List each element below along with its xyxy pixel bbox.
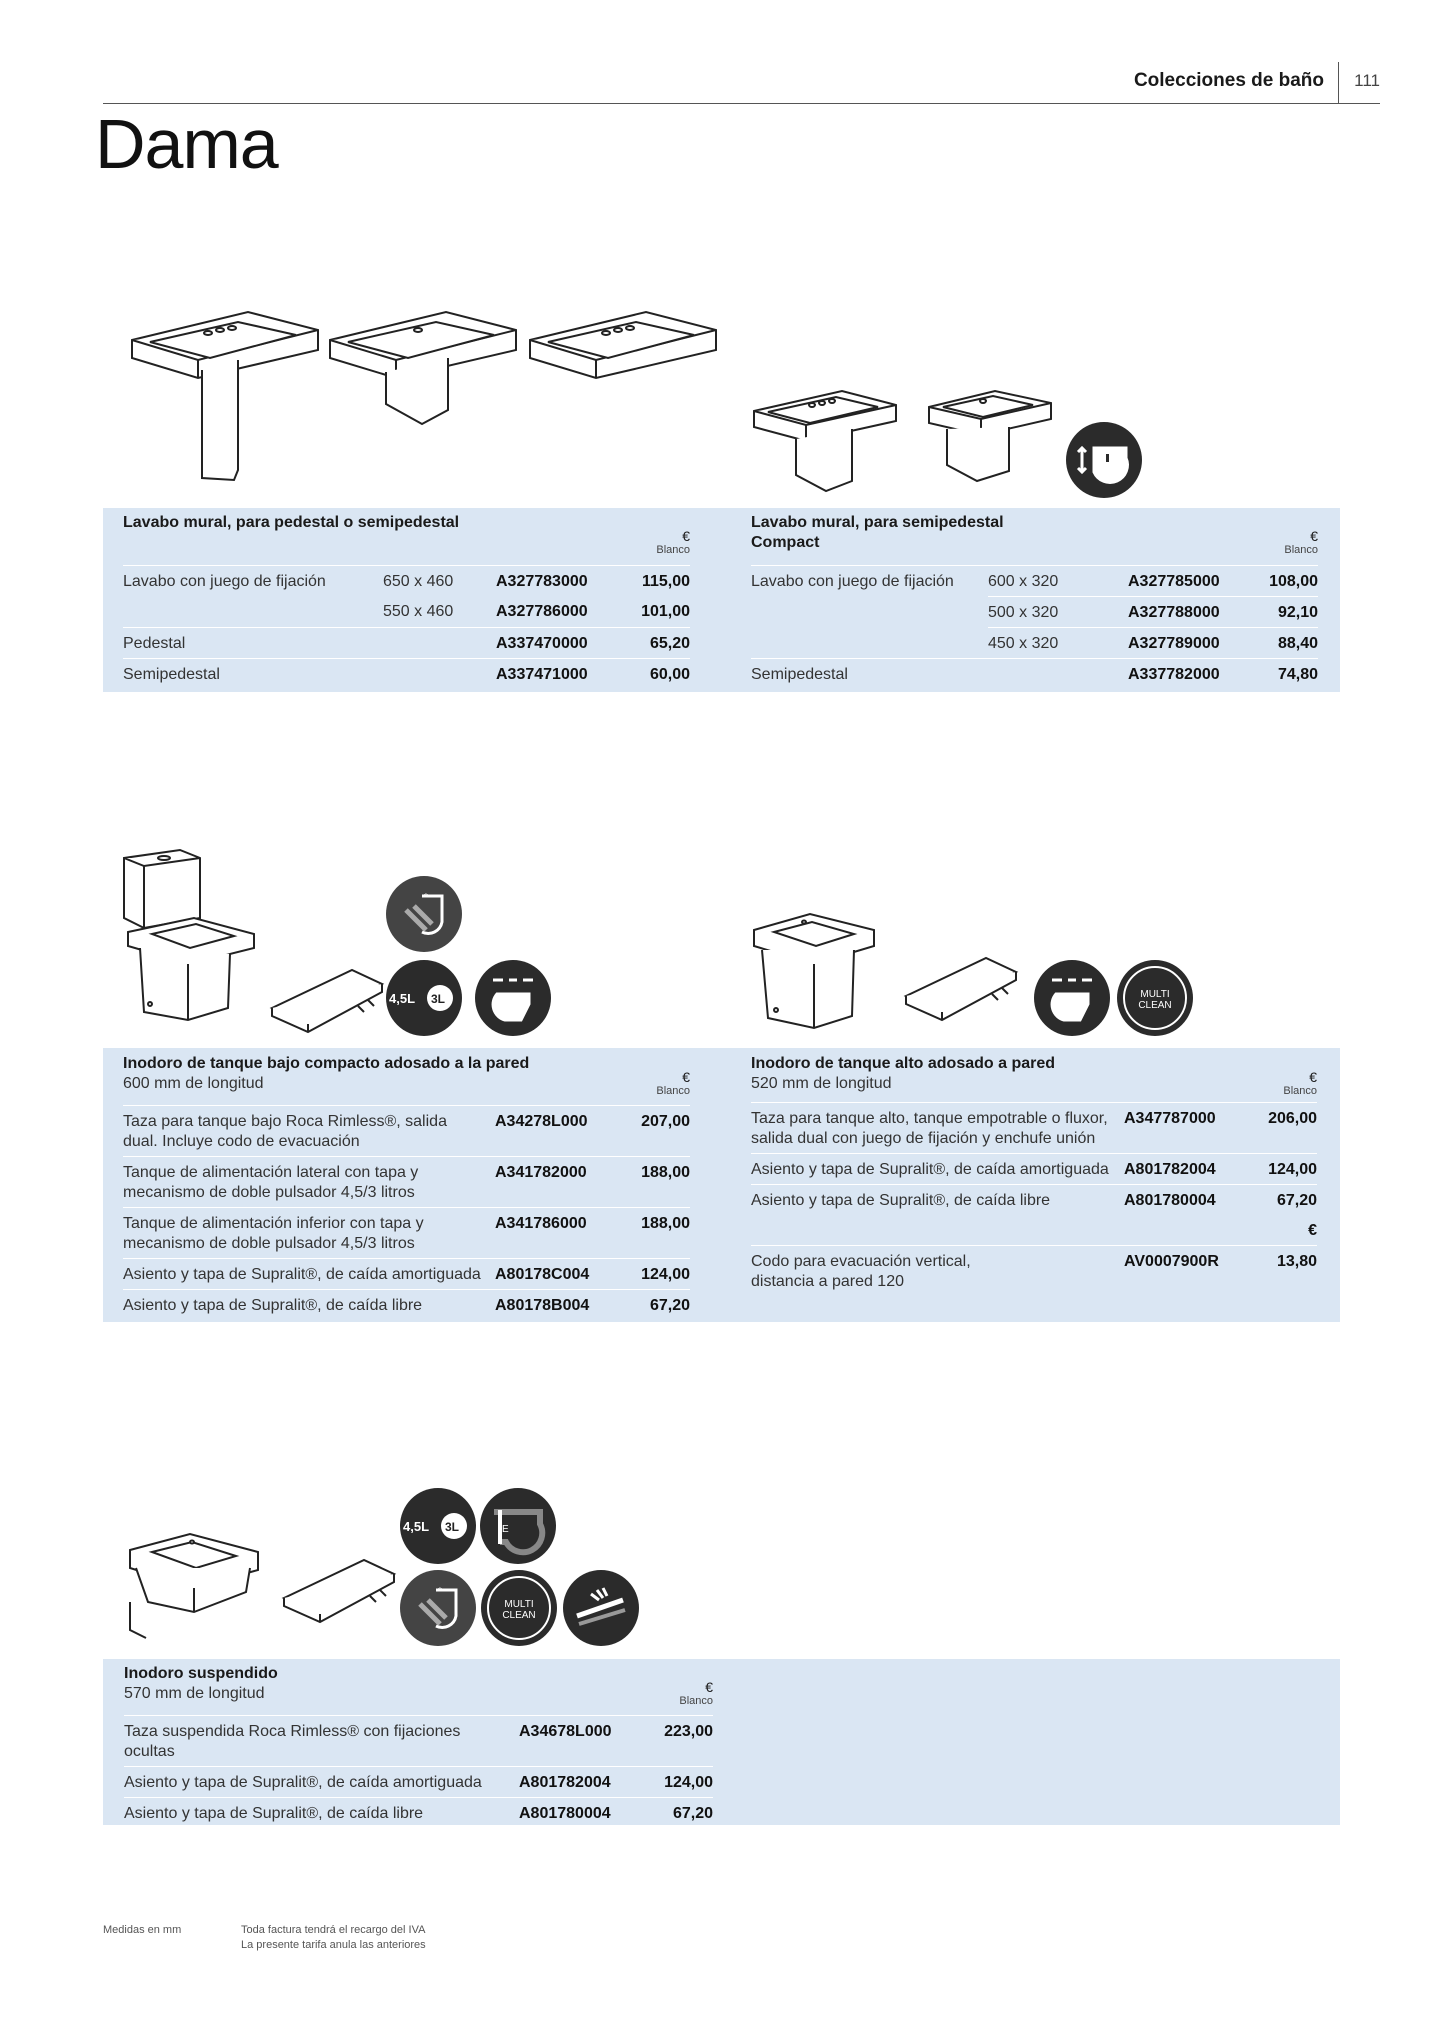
row-code: A801782004 xyxy=(1124,1161,1216,1178)
rimless-icon xyxy=(400,1570,476,1646)
currency-header xyxy=(656,529,690,557)
washbasin-pedestal-illustration xyxy=(128,300,328,485)
row-code: A327786000 xyxy=(496,603,588,620)
compact-table-subtitle: Compact xyxy=(751,534,820,551)
table-row xyxy=(988,627,1318,658)
washbasin-table-title: Lavabo mural, para pedestal o semipedestal xyxy=(123,514,460,531)
rimless-icon xyxy=(386,876,462,952)
row-price: 13,80 xyxy=(1276,1253,1317,1270)
flush-label: 4,5L xyxy=(389,991,416,1006)
row-code: A80178C004 xyxy=(495,1266,590,1283)
row-price: 124,00 xyxy=(1268,1161,1317,1178)
row-description-line: Codo para evacuación vertical, xyxy=(751,1253,971,1270)
table-row xyxy=(751,658,1318,689)
table-row xyxy=(123,565,690,596)
table-row xyxy=(751,565,1318,596)
finish-label: Blanco xyxy=(679,1695,713,1707)
row-description: Asiento y tapa de Supralit®, de caída amortiguada xyxy=(123,1266,481,1283)
row-description-line-2: mecanismo de doble pulsador 4,5/3 litros xyxy=(123,1235,415,1252)
row-price: 108,00 xyxy=(1269,573,1318,590)
row-description: Asiento y tapa de Supralit®, de caída libre xyxy=(124,1805,424,1822)
section-title: Colecciones de baño xyxy=(1133,70,1324,91)
row-description-line-2: dual. Incluye codo de evacuación xyxy=(123,1133,360,1150)
row-code: A801782004 xyxy=(519,1774,611,1791)
finish-label: Blanco xyxy=(1284,544,1318,556)
row-description: Asiento y tapa de Supralit®, de caída libre xyxy=(751,1192,1051,1209)
row-size: 450 x 320 xyxy=(988,635,1059,652)
close-coupled-toilet-table xyxy=(123,1054,690,1319)
wall-hung-toilet-illustration xyxy=(126,1530,262,1640)
back-to-wall-table-title: Inodoro de tanque alto adosado a pared xyxy=(751,1055,1056,1072)
table-row xyxy=(988,596,1318,627)
close-coupled-toilet-illustration xyxy=(120,848,260,1023)
wall-hung-toilet-table xyxy=(124,1664,713,1820)
row-code: A347787000 xyxy=(1124,1110,1216,1127)
concealed-fixing-icon xyxy=(480,1488,556,1564)
multiclean-label-2: CLEAN xyxy=(1138,1000,1172,1011)
currency-header xyxy=(656,1070,690,1098)
wall-adjacent-icon xyxy=(1034,960,1110,1036)
wall-adjacent-icon xyxy=(475,960,551,1036)
table-row xyxy=(124,1715,713,1766)
compact-washbasin-illustration xyxy=(750,385,900,495)
row-code: A341786000 xyxy=(495,1215,587,1232)
row-description: Asiento y tapa de Supralit®, de caída libre xyxy=(123,1297,423,1314)
row-description xyxy=(751,1252,971,1292)
row-price: 188,00 xyxy=(641,1164,690,1181)
washbasin-table xyxy=(123,513,690,688)
row-code: A80178B004 xyxy=(495,1297,590,1314)
currency-header xyxy=(1284,529,1318,557)
row-description-line-2: salida dual con juego de fijación y enchufe unión xyxy=(751,1130,1096,1147)
row-description xyxy=(751,1109,1108,1149)
flush-label-small: 3L xyxy=(445,1520,460,1534)
row-price: 67,20 xyxy=(1276,1192,1317,1209)
svg-text:*: * xyxy=(438,1586,442,1597)
row-price: 124,00 xyxy=(664,1774,713,1791)
row-price: 188,00 xyxy=(641,1215,690,1232)
row-code: A327785000 xyxy=(1128,573,1220,590)
table-row xyxy=(751,1215,1317,1245)
dual-flush-icon xyxy=(386,960,462,1036)
currency-symbol: € xyxy=(1309,1069,1317,1085)
washbasin-semipedestal-illustration xyxy=(326,300,526,430)
wall-hung-table-subtitle: 570 mm de longitud xyxy=(124,1685,265,1702)
row-price: 206,00 xyxy=(1268,1110,1317,1127)
row-price: 67,20 xyxy=(649,1297,690,1314)
close-coupled-table-title: Inodoro de tanque bajo compacto adosado a la pared xyxy=(123,1055,530,1072)
row-description-line: Tanque de alimentación inferior con tapa y xyxy=(123,1215,424,1232)
row-price: 65,20 xyxy=(649,635,690,652)
multiclean-icon xyxy=(481,1570,557,1646)
row-price: 223,00 xyxy=(664,1723,713,1740)
table-row xyxy=(123,596,690,627)
svg-text:*: * xyxy=(424,892,428,903)
row-description-line-2: mecanismo de doble pulsador 4,5/3 litros xyxy=(123,1184,415,1201)
back-to-wall-toilet-illustration xyxy=(750,910,880,1032)
table-row xyxy=(123,1207,690,1258)
table-row xyxy=(751,1245,1317,1296)
multiclean-label: MULTI xyxy=(504,1599,534,1610)
washbasin-wall-illustration xyxy=(526,300,726,390)
footer-units: Medidas en mm xyxy=(103,1924,182,1936)
back-to-wall-toilet-table xyxy=(751,1054,1317,1319)
currency-symbol: € xyxy=(1310,528,1318,544)
flush-label: 4,5L xyxy=(403,1519,430,1534)
row-code: A327783000 xyxy=(496,573,588,590)
row-code: A337470000 xyxy=(496,635,588,652)
footer-notes xyxy=(241,1923,426,1953)
row-description-line: Taza para tanque alto, tanque empotrable o fluxor, xyxy=(751,1110,1108,1127)
row-code: AV0007900R xyxy=(1124,1253,1219,1270)
multiclean-label-2: CLEAN xyxy=(502,1610,536,1621)
finish-label: Blanco xyxy=(656,1085,690,1097)
toilet-seat-illustration xyxy=(268,962,388,1032)
row-description: Lavabo con juego de fijación xyxy=(123,573,326,590)
compact-table-title: Lavabo mural, para semipedestal xyxy=(751,514,1004,531)
table-row xyxy=(123,1105,690,1156)
page-header xyxy=(103,62,1380,104)
row-size: 550 x 460 xyxy=(383,603,454,620)
footer-tariff-note: La presente tarifa anula las anteriores xyxy=(241,1939,426,1951)
toilet-seat-illustration xyxy=(902,950,1022,1020)
row-price: 60,00 xyxy=(649,666,690,683)
row-code: A341782000 xyxy=(495,1164,587,1181)
table-row xyxy=(751,1153,1317,1184)
row-size: 650 x 460 xyxy=(383,573,454,590)
svg-text:E: E xyxy=(502,1524,509,1535)
table-row xyxy=(123,627,690,658)
row-description xyxy=(124,1722,460,1762)
row-code: A337782000 xyxy=(1128,666,1220,683)
row-description xyxy=(123,1112,447,1152)
row-size: 600 x 320 xyxy=(988,573,1059,590)
row-price: 124,00 xyxy=(641,1266,690,1283)
row-description-line-2: ocultas xyxy=(124,1743,175,1760)
row-code: A801780004 xyxy=(1124,1192,1216,1209)
row-description-line: Tanque de alimentación lateral con tapa y xyxy=(123,1164,419,1181)
close-coupled-table-subtitle: 600 mm de longitud xyxy=(123,1075,264,1092)
row-description: Lavabo con juego de fijación xyxy=(751,573,954,590)
row-code: A327789000 xyxy=(1128,635,1220,652)
row-description xyxy=(123,1214,424,1254)
table-row xyxy=(124,1766,713,1797)
wall-hung-table-title: Inodoro suspendido xyxy=(124,1665,278,1682)
page-number: 111 xyxy=(1354,71,1380,90)
table-row xyxy=(123,1156,690,1207)
row-price: 67,20 xyxy=(672,1805,713,1822)
footer-vat-note: Toda factura tendrá el recargo del IVA xyxy=(241,1924,426,1936)
row-price: 88,40 xyxy=(1277,635,1318,652)
row-description: Asiento y tapa de Supralit®, de caída amortiguada xyxy=(751,1161,1109,1178)
flush-label-small: 3L xyxy=(431,992,446,1006)
row-price: 115,00 xyxy=(641,573,690,590)
dual-flush-icon xyxy=(400,1488,476,1564)
back-to-wall-table-subtitle: 520 mm de longitud xyxy=(751,1075,892,1092)
compact-washbasin-small-illustration xyxy=(925,385,1055,490)
row-description xyxy=(123,1163,418,1203)
currency-symbol: € xyxy=(705,1679,713,1695)
row-code: A34278L000 xyxy=(495,1113,588,1130)
header-divider xyxy=(1338,62,1339,104)
currency-header xyxy=(679,1680,713,1708)
row-description-line-2: distancia a pared 120 xyxy=(751,1273,904,1290)
row-description: Pedestal xyxy=(123,635,186,652)
finish-label: Blanco xyxy=(656,544,690,556)
row-code: A34678L000 xyxy=(519,1723,612,1740)
row-code: A327788000 xyxy=(1128,604,1220,621)
table-row xyxy=(751,1102,1317,1153)
compact-table xyxy=(751,513,1318,688)
compact-depth-icon xyxy=(1066,422,1142,498)
row-description: Asiento y tapa de Supralit®, de caída amortiguada xyxy=(124,1774,482,1791)
table-row xyxy=(751,1184,1317,1215)
row-price: 74,80 xyxy=(1277,666,1318,683)
row-code: A337471000 xyxy=(496,666,588,683)
multiclean-label: MULTI xyxy=(1140,989,1170,1000)
toilet-seat-illustration xyxy=(280,1552,400,1622)
row-price: 101,00 xyxy=(641,603,690,620)
table-row xyxy=(123,1289,690,1320)
row-price: 207,00 xyxy=(641,1113,690,1130)
row-size: 500 x 320 xyxy=(988,604,1059,621)
table-row xyxy=(123,1258,690,1289)
currency-symbol: € xyxy=(682,1069,690,1085)
multiclean-icon xyxy=(1117,960,1193,1036)
easy-clean-seat-icon xyxy=(563,1570,639,1646)
row-price: 92,10 xyxy=(1277,604,1318,621)
table-row xyxy=(124,1797,713,1828)
currency-header xyxy=(1283,1070,1317,1098)
table-row xyxy=(123,658,690,689)
row-description-line: Taza suspendida Roca Rimless® con fijaciones xyxy=(124,1723,461,1740)
currency-symbol: € xyxy=(682,528,690,544)
collection-title: Dama xyxy=(95,105,278,183)
row-description-line: Taza para tanque bajo Roca Rimless®, salida xyxy=(123,1113,447,1130)
row-description: Semipedestal xyxy=(123,666,220,683)
row-description: Semipedestal xyxy=(751,666,848,683)
finish-label: Blanco xyxy=(1283,1085,1317,1097)
currency-symbol: € xyxy=(1308,1222,1317,1239)
row-code: A801780004 xyxy=(519,1805,611,1822)
